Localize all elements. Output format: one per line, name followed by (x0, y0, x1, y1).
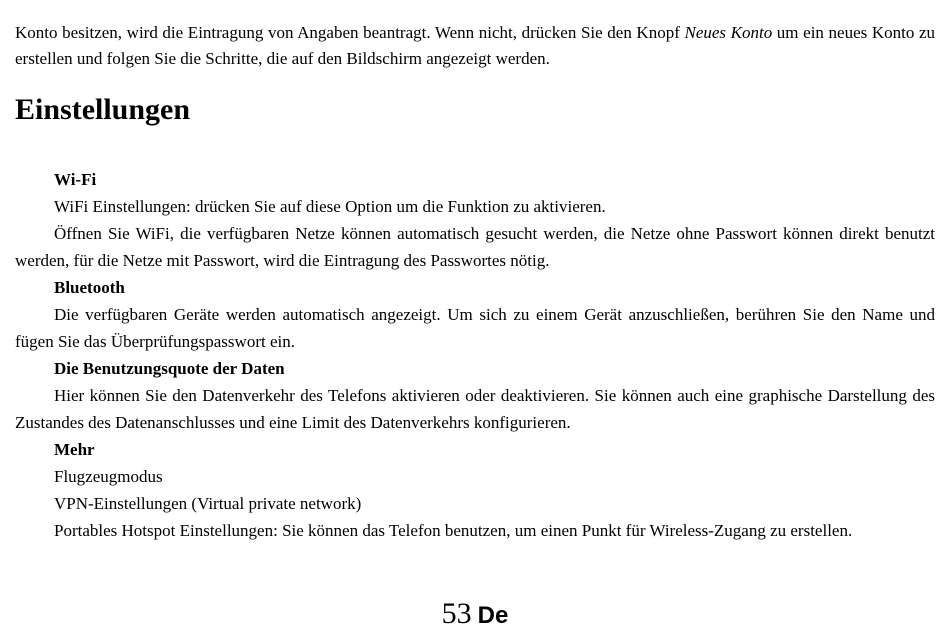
paragraph-airplane-mode: Flugzeugmodus (54, 467, 163, 486)
section-bluetooth (15, 274, 935, 355)
paragraph-vpn: VPN-Einstellungen (Virtual private network) (54, 494, 362, 513)
paragraph-wifi-settings: WiFi Einstellungen: drücken Sie auf diese Option um die Funktion zu aktivieren. (54, 197, 606, 216)
paragraph-wifi-networks: Öffnen Sie WiFi, die verfügbaren Netze können automatisch gesucht werden, die Netze ohne Passwort können direkt benutzt werden, für die Netze mit Passwort, wird die Eintragung des Passwortes nötig. (15, 224, 935, 270)
paragraph-bluetooth: Die verfügbaren Geräte werden automatisch angezeigt. Um sich zu einem Gerät anzuschließen, berühren Sie den Name und fügen Sie das Überprüfungspasswort ein. (15, 305, 935, 351)
page-number: 53 (441, 597, 472, 630)
paragraph-data-usage: Hier können Sie den Datenverkehr des Telefons aktivieren oder deaktivieren. Sie können auch eine graphische Darstellung des Zustandes des Datenanschlusses und eine Limit des Datenverkehrs konfigurieren. (15, 386, 935, 432)
intro-text-before: Konto besitzen, wird die Eintragung von Angaben beantragt. Wenn nicht, drücken Sie den Knopf (15, 23, 685, 42)
paragraph-hotspot: Portables Hotspot Einstellungen: Sie können das Telefon benutzen, um einen Punkt für Wireless-Zugang zu erstellen. (54, 521, 853, 540)
section-data-usage (15, 355, 935, 436)
intro-emphasis: Neues Konto (684, 23, 773, 42)
page-footer (0, 597, 950, 633)
subheading-data-usage: Die Benutzungsquote der Daten (54, 359, 285, 378)
section-heading: Einstellungen (15, 93, 191, 126)
subheading-more: Mehr (54, 440, 95, 459)
subheading-bluetooth: Bluetooth (54, 278, 125, 297)
subheading-wifi: Wi-Fi (54, 170, 97, 189)
section-more (15, 436, 935, 544)
settings-sections (15, 166, 935, 544)
language-code: De (477, 602, 509, 629)
document-page (15, 20, 935, 544)
section-wifi (15, 166, 935, 274)
intro-text-after: um ein neues Konto zu erstellen und folgen Sie die Schritte, die auf den Bildschirm angezeigt werden. (15, 23, 935, 68)
intro-paragraph (15, 20, 935, 72)
